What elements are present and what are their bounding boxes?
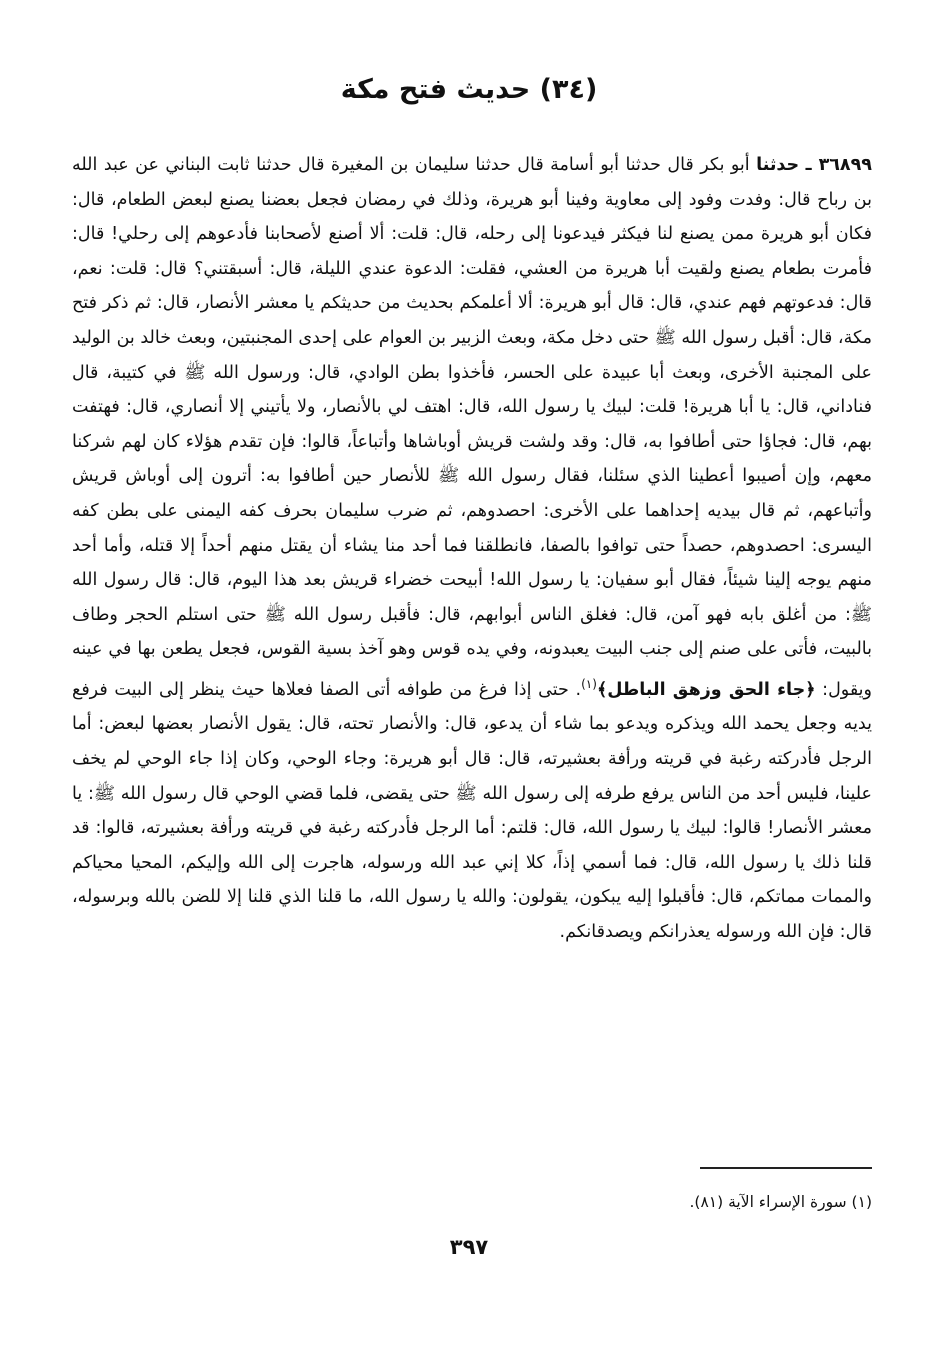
hadith-body-part-1: أبو بكر قال حدثنا أبو أسامة قال حدثنا سليمان بن المغيرة قال حدثنا ثابت البناني عن عبد الله بن رباح قال: وفدت وفود إلى معاوية وفينا أبو هريرة، وذلك في رمضان فجعل بعضنا يصنع لبعض الطعام، قال: فكان أبو هريرة ممن يصنع لنا فيكثر فيدعونا إلى رحله، قال: قلت: ألا أصنع لأصحابنا فأدعوهم إلى رحلي! قال: فأمرت بطعام يصنع ولقيت أبا هريرة من العشي، فقلت: الدعوة عندي الليلة، قال: أسبقتني؟ قال: قلت: نعم، قال: فدعوتهم فهم عندي، قال: قال أبو هريرة: ألا أعلمكم بحديث من حديثكم يا معشر الأنصار، قال: ثم ذكر فتح مكة، قال: أقبل رسول الله ﷺ حتى دخل مكة، وبعث الزبير بن العوام على إحدى المجنبتين، وبعث خالد بن الوليد على المجنبة الأخرى، وبعث أبا عبيدة على الحسر، فأخذوا بطن الوادي، قال: ورسول الله ﷺ في كتيبة، قال فناداني، قال: يا أبا هريرة! قلت: لبيك يا رسول الله، قال: اهتف لي بالأنصار، ولا يأتيني إلا أنصاري، قال: فهتفت بهم، قال: فجاؤا حتى أطافوا به، قال: وقد ولشت قريش أوباشاها وأتباعاً، قالوا: فإن تقدم هؤلاء كان لهم شركنا معهم، وإن أصيبوا أعطينا الذي سئلنا، فقال رسول الله ﷺ للأنصار حين أطافوا به: أترون إلى أوباش قريش وأتباعهم، ثم قال بيديه إحداهما على الأخرى: احصدوهم، ثم ضرب سليمان بحرف كفه اليمنى على بطن كفه اليسرى: احصدوهم، حصداً حتى توافوا بالصفا، فانطلقنا فما أحد منا يشاء أن يقتل منهم أحداً إلا قتله، وأما أحد منهم يوجه إلينا شيئاً، فقال أبو سفيان: يا رسول الله! أبيحت خضراء قريش بعد هذا اليوم، قال: قال رسول الله ﷺ: من أغلق بابه فهو آمن، قال: فغلق الناس أبوابهم، قال: فأقبل رسول الله ﷺ حتى استلم الحجر وطاف بالبيت، فأتى على صنم إلى جنب البيت يعبدونه، وفي يده قوس وهو آخذ بسية القوس، فجعل يطعن بها في عينه ويقول: <box>72 155 872 700</box>
page-title: (٣٤) حديث فتح مكة <box>340 74 598 105</box>
hadith-paragraph <box>72 148 872 949</box>
footnote-divider <box>700 1167 872 1169</box>
quran-verse: ﴿جاء الحق وزهق الباطل﴾ <box>596 679 816 700</box>
hadith-body-part-2: . حتى إذا فرغ من طوافه أتى الصفا فعلاها حيث ينظر إلى البيت فرفع يديه وجعل يحمد الله ويذكره ويدعو بما شاء أن يدعو، قال: والأنصار تحته، قال: يقول الأنصار بعضها لبعض: أما الرجل فأدركته رغبة في قريته ورأفة بعشيرته، قال: قال أبو هريرة: وجاء الوحي، وكان إذا جاء الوحي لم يخف علينا، فليس أحد من الناس يرفع طرفه إلى رسول الله ﷺ حتى يقضى، فلما قضي الوحي قال رسول الله ﷺ: يا معشر الأنصار! قالوا: لبيك يا رسول الله، قال: قلتم: أما الرجل فأدركته رغبة في قريته ورأفة بعشيرته، قالوا: قد قلنا ذلك يا رسول الله، قال: فما أسمي إذاً، كلا إني عبد الله ورسوله، هاجرت إلى الله وإليكم، المحيا محياكم والممات مماتكم، قال: فأقبلوا إليه يبكون، يقولون: والله يا رسول الله، ما قلنا الذي قلنا إلا للضن بالله وبرسوله، قال: فإن الله ورسوله يعذرانكم ويصدقانكم. <box>72 679 872 942</box>
footnote-marker: (١) <box>581 676 597 691</box>
hadith-opening: حدثنا <box>756 155 800 175</box>
hadith-text <box>72 148 872 949</box>
footnote: (١) سورة الإسراء الآية (٨١). <box>689 1193 872 1211</box>
hadith-number: ٣٦٨٩٩ ـ <box>805 155 872 175</box>
page-number: ٣٩٧ <box>449 1235 489 1259</box>
